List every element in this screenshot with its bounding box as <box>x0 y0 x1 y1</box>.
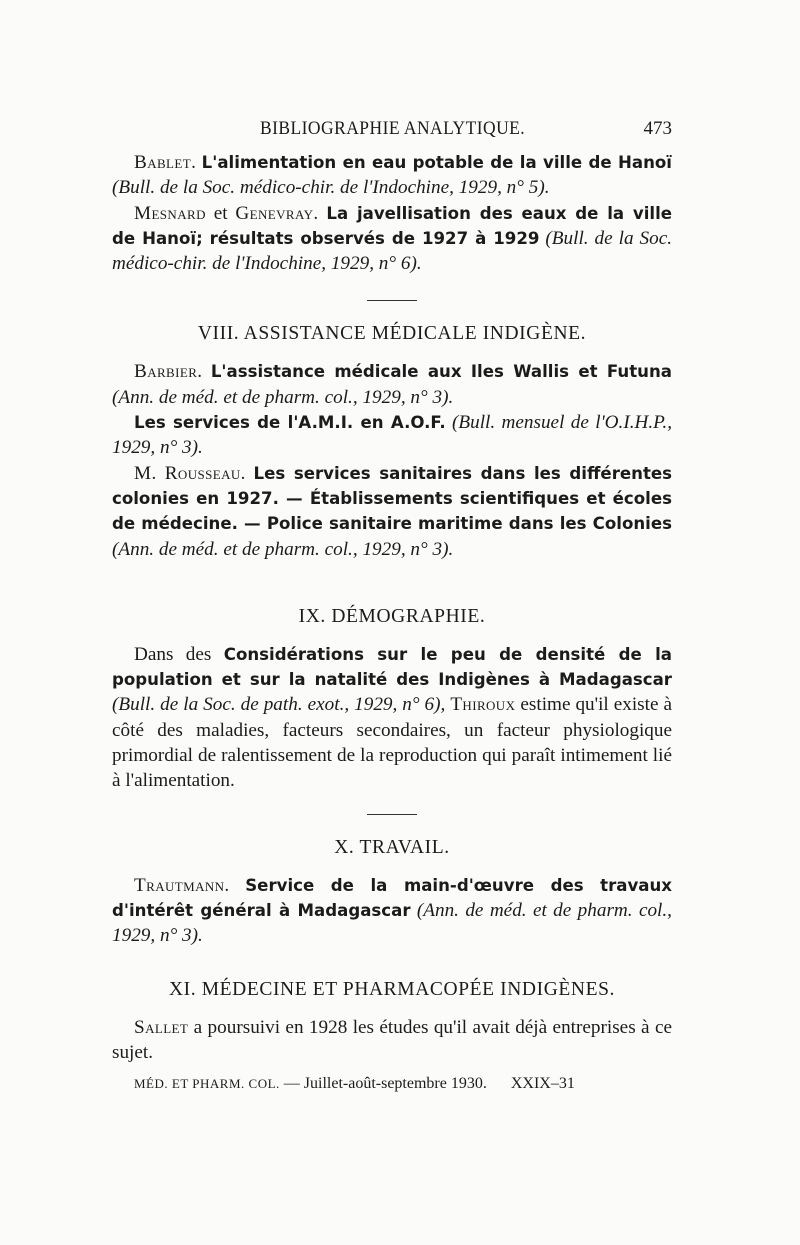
entry-author: Bablet. <box>134 152 197 173</box>
section-divider <box>367 300 417 301</box>
entry-title: Les services sanitaires dans les différentes colonies en 1927. — Établissements scientifiques et écoles de médecine. — Police sanitaire maritime dans les Colonies <box>112 463 673 534</box>
entry-source: (Bull. de la Soc. de path. exot., 1929, n° 6), <box>112 694 446 716</box>
running-head <box>112 118 672 148</box>
entry-ami-aof <box>112 410 672 461</box>
entry-title: L'assistance médicale aux Iles Wallis et Futuna <box>210 362 673 382</box>
entry-source: (Ann. de méd. et de pharm. col., 1929, n° 3). <box>112 538 454 560</box>
page-number: 473 <box>643 118 672 139</box>
section-heading-ix: IX. DÉMOGRAPHIE. <box>298 605 486 627</box>
entry-text: estime qu'il existe à côté des maladies, facteurs secondaires, un facteur physiologique primordial de ralentissement de la reproduction qui paraît intimement lié à l'alimentation. <box>112 694 672 792</box>
entry-source: (Ann. de méd. et de pharm. col., 1929, n° 3). <box>112 899 672 947</box>
entry-title: La javellisation des eaux de la ville de Hanoï; résultats observés de 1927 à 1929 <box>112 203 673 248</box>
entry-barbier <box>112 359 672 410</box>
entry-title: Les services de l'A.M.I. en A.O.F. <box>134 413 446 433</box>
entry-author: Thiroux <box>450 694 516 716</box>
entry-source: (Bull. de la Soc. médico-chir. de l'Indochine, 1929, n° 6). <box>112 227 673 275</box>
entry-author: M. Rousseau. <box>134 462 246 484</box>
footer-journal: MÉD. ET PHARM. COL. <box>134 1076 280 1092</box>
entry-source: (Ann. de méd. et de pharm. col., 1929, n° 3). <box>112 386 454 408</box>
entry-title: L'alimentation en eau potable de la ville de Hanoï <box>201 153 672 172</box>
entry-bablet <box>112 150 672 201</box>
section-heading-x: X. TRAVAIL. <box>334 836 450 858</box>
entry-author-2: Genevray. <box>235 202 319 224</box>
entry-source: (Bull. de la Soc. médico-chir. de l'Indochine, 1929, n° 5). <box>112 177 550 199</box>
entry-connector: et <box>213 202 228 224</box>
entry-author: Sallet <box>134 1016 189 1038</box>
page <box>112 118 672 1093</box>
entry-mesnard <box>112 201 672 277</box>
entry-sallet <box>112 1015 672 1066</box>
page-footer <box>112 1075 672 1093</box>
entry-author: Trautmann. <box>134 874 230 896</box>
footer-issue: — Juillet-août-septembre 1930. <box>283 1075 487 1093</box>
entry-title: Service de la main-d'œuvre des travaux d'intérêt général à Madagascar <box>112 875 672 920</box>
section-divider <box>367 814 417 815</box>
entry-title: Considérations sur le peu de densité de la population et sur la natalité des Indigènes à Madagascar <box>112 644 673 690</box>
entry-source: (Bull. mensuel de l'O.I.H.P., 1929, n° 3). <box>112 412 673 459</box>
entry-text: a poursuivi en 1928 les études qu'il avait déjà entreprises à ce sujet. <box>112 1016 672 1063</box>
entry-thiroux <box>112 642 672 794</box>
entry-rousseau <box>112 461 672 562</box>
running-head-title: BIBLIOGRAPHIE ANALYTIQUE. <box>260 118 526 139</box>
entry-lead: Dans des <box>134 643 212 665</box>
entry-author: Mesnard <box>134 202 206 224</box>
section-heading-viii: VIII. ASSISTANCE MÉDICALE INDIGÈNE. <box>197 323 587 345</box>
section-heading-xi: XI. MÉDECINE ET PHARMACOPÉE INDIGÈNES. <box>168 978 615 1000</box>
entry-trautmann <box>112 873 672 949</box>
footer-signature: XXIX–31 <box>510 1075 575 1093</box>
entry-author: Barbier. <box>134 361 203 383</box>
